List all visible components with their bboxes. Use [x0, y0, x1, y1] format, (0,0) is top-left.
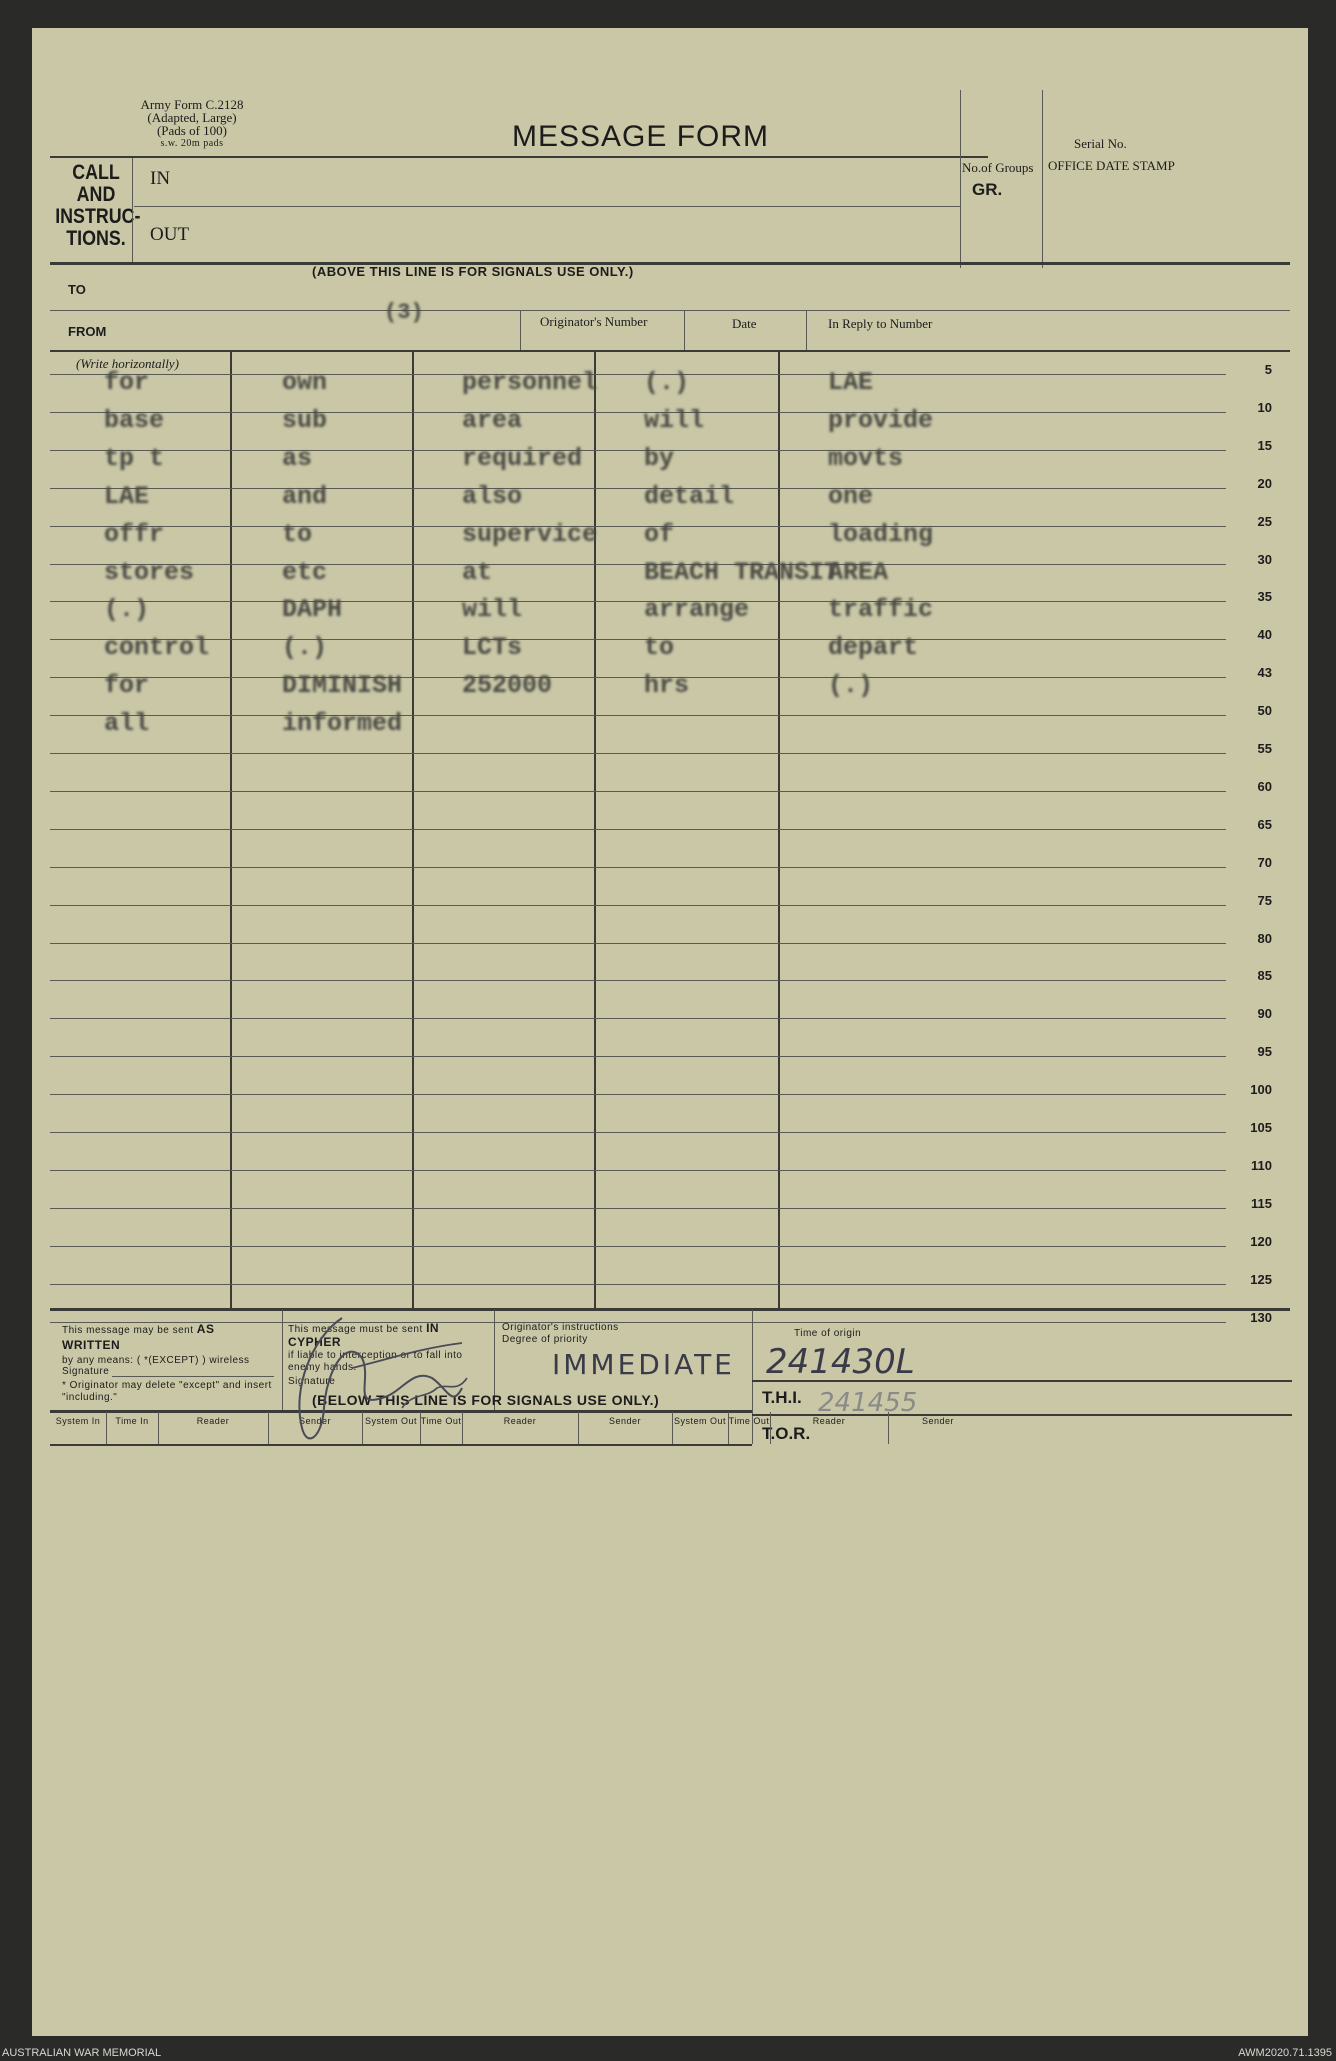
footer-left: AUSTRALIAN WAR MEMORIAL	[2, 2047, 162, 2059]
line-number: 90	[1257, 1006, 1272, 1022]
message-word: to	[282, 519, 313, 549]
message-word: and	[282, 481, 328, 511]
write-horizontally: (Write horizontally)	[76, 356, 179, 371]
ruled-line	[50, 1246, 1226, 1247]
message-word: required	[462, 443, 583, 473]
message-word: one	[828, 481, 874, 511]
priority-immediate: IMMEDIATE	[552, 1348, 735, 1381]
ruled-line	[50, 1132, 1226, 1133]
line-number: 65	[1257, 816, 1272, 832]
by-any-means: by any means:	[62, 1355, 134, 1366]
message-word: control	[104, 633, 210, 663]
reply-divider	[806, 310, 807, 350]
signals-column-divider	[888, 1412, 889, 1444]
line-number: 50	[1257, 703, 1272, 719]
time-of-origin-label: Time of origin	[794, 1328, 862, 1339]
message-word: own	[282, 368, 328, 397]
below-line-notice: (BELOW THIS LINE IS FOR SIGNALS USE ONLY.)	[312, 1392, 660, 1408]
to-line	[50, 310, 1290, 311]
line-number: 80	[1257, 930, 1272, 946]
message-top-line	[50, 350, 1290, 352]
instruc-label: INSTRUC-	[55, 205, 141, 228]
ruled-line	[50, 753, 1226, 754]
ruled-line	[50, 639, 1226, 640]
signals-column-label: Sender	[298, 1416, 332, 1426]
signals-column-label: Time In	[115, 1416, 149, 1426]
message-word: sub	[282, 405, 328, 435]
message-word: stores	[104, 557, 195, 587]
groups-divider	[960, 90, 961, 268]
line-number: 70	[1257, 854, 1272, 870]
signals-column-divider	[770, 1412, 771, 1444]
line-number: 105	[1250, 1120, 1272, 1135]
message-word: (.)	[282, 633, 328, 663]
signals-column-divider	[158, 1412, 159, 1444]
signals-column-label: Sender	[921, 1416, 955, 1426]
ruled-line	[50, 1094, 1226, 1095]
message-word: LAE	[104, 481, 150, 511]
header-line	[50, 156, 988, 158]
in-reply-label: In Reply to Number	[828, 316, 933, 331]
message-word: personnel	[462, 368, 598, 397]
ruled-line	[50, 943, 1226, 944]
ruled-line	[50, 677, 1226, 678]
ruled-line	[50, 1284, 1226, 1285]
signals-column-label: Time Out	[728, 1416, 770, 1426]
signals-column-label: System Out	[673, 1416, 726, 1426]
pads-label: (Pads of 100)	[156, 123, 228, 138]
bottom-section-line	[50, 1308, 1290, 1311]
message-word: loading	[828, 519, 934, 549]
signals-column-label: Time Out	[420, 1416, 462, 1426]
ruled-line	[50, 867, 1226, 868]
ruled-line	[50, 488, 1226, 489]
tions-label: TIONS.	[66, 227, 126, 250]
message-word: at	[462, 557, 493, 587]
message-word: for	[104, 368, 150, 397]
army-form-label: Army Form C.2128	[140, 97, 244, 112]
ruled-line	[50, 601, 1226, 602]
line-number: 85	[1257, 968, 1272, 984]
signals-column-label: System Out	[364, 1416, 417, 1426]
signals-column-divider	[672, 1412, 673, 1444]
call-and-instructions	[55, 161, 141, 250]
signature-label-2: Signature	[288, 1376, 336, 1387]
to-label: TO	[68, 282, 86, 297]
originators-number-label: Originator's Number	[540, 314, 648, 329]
call-label: CALL	[72, 161, 120, 184]
ruled-line	[50, 829, 1226, 830]
message-word: of	[644, 519, 675, 549]
message-word: detail	[644, 481, 735, 511]
message-word: (.)	[104, 595, 150, 625]
message-word: for	[104, 671, 150, 701]
sw-label: s.w. 20m pads	[160, 138, 224, 149]
ruled-line	[50, 374, 1226, 375]
message-word: informed	[282, 709, 403, 739]
line-number: 95	[1257, 1044, 1272, 1060]
form-number	[122, 98, 262, 150]
office-date-stamp-label: OFFICE DATE STAMP	[1048, 158, 1175, 173]
line-number: 10	[1257, 399, 1272, 415]
thi-label: T.H.I.	[762, 1388, 802, 1407]
handwritten-signature	[252, 1298, 492, 1458]
wireless-text: wireless	[209, 1355, 250, 1366]
message-word: depart	[828, 633, 919, 663]
in-label: IN	[150, 168, 171, 189]
time-of-origin-value: 241430L	[766, 1342, 915, 1382]
message-word: also	[462, 481, 523, 511]
ruled-line	[50, 1056, 1226, 1057]
and-label: AND	[76, 183, 116, 206]
message-word: will	[644, 405, 705, 435]
signals-column-label: Reader	[196, 1416, 230, 1426]
as-written-bold: AS WRITTEN	[62, 1322, 215, 1352]
signals-column-divider	[728, 1412, 729, 1444]
thi-value: 241455	[818, 1388, 918, 1418]
signature-line-1	[112, 1376, 274, 1377]
cypher-text: This message must be sent	[288, 1324, 423, 1335]
message-word: traffic	[828, 595, 934, 625]
ruled-line	[50, 526, 1226, 527]
signals-column-divider	[578, 1412, 579, 1444]
message-word: hrs	[644, 671, 690, 701]
signals-column-label: Sender	[608, 1416, 642, 1426]
line-number: 55	[1257, 741, 1272, 756]
line-number: 25	[1257, 513, 1272, 529]
line-number: 115	[1251, 1195, 1272, 1211]
message-word: provide	[828, 405, 934, 435]
line-number: 40	[1257, 627, 1272, 643]
message-word: DAPH	[282, 595, 343, 625]
ruled-line	[50, 905, 1226, 906]
from-value: (3)	[384, 300, 424, 325]
message-word: DIMINISH	[282, 671, 403, 701]
originator-instructions	[502, 1322, 619, 1346]
message-word: will	[462, 595, 523, 625]
ruled-line	[50, 980, 1226, 981]
serial-no-label: Serial No.	[1074, 136, 1127, 151]
line-number: 60	[1257, 778, 1272, 794]
message-word: area	[462, 405, 523, 435]
ruled-line	[50, 1170, 1226, 1171]
message-word: tp t	[104, 443, 165, 473]
degree-of-priority-label: Degree of priority	[502, 1334, 588, 1345]
line-number: 125	[1250, 1271, 1272, 1287]
message-word: BEACH TRANSIT	[644, 557, 840, 587]
message-word: as	[282, 443, 313, 473]
ruled-line	[50, 1208, 1226, 1209]
message-word: by	[644, 443, 675, 473]
gr-label: GR.	[972, 180, 1003, 199]
line-number: 130	[1250, 1309, 1272, 1325]
footer-right: AWM2020.71.1395	[1238, 2047, 1332, 2059]
tor-label: T.O.R.	[762, 1424, 811, 1443]
thi-top-line	[752, 1380, 1292, 1382]
adapted-label: (Adapted, Large)	[147, 110, 237, 125]
from-label: FROM	[68, 324, 107, 339]
out-label: OUT	[150, 224, 190, 245]
line-number: 15	[1257, 437, 1272, 453]
message-word: to	[644, 633, 675, 663]
signals-column-divider	[106, 1412, 107, 1444]
in-line	[134, 206, 960, 207]
ruled-line	[50, 715, 1226, 716]
ruled-line	[50, 412, 1226, 413]
cypher-condition: if liable to interception or to fall into enemy hands.	[288, 1350, 463, 1373]
above-line-notice: (ABOVE THIS LINE IS FOR SIGNALS USE ONLY.)	[312, 264, 634, 279]
line-number: 120	[1250, 1233, 1272, 1249]
signals-column-label: System In	[55, 1416, 101, 1426]
line-number: 100	[1250, 1082, 1272, 1098]
orig-divider	[520, 310, 521, 350]
message-form-paper	[32, 28, 1308, 2036]
message-word: 252000	[462, 671, 553, 701]
line-number: 110	[1251, 1157, 1272, 1173]
date-label: Date	[732, 316, 757, 331]
as-written-text: This message may be sent	[62, 1325, 194, 1336]
line-number: 30	[1257, 551, 1272, 567]
message-word: supervice	[462, 519, 598, 549]
message-word: LCTs	[462, 633, 523, 663]
signals-column-label: Reader	[503, 1416, 537, 1426]
date-divider	[684, 310, 685, 350]
message-word: base	[104, 405, 165, 435]
except-text: *(EXCEPT)	[143, 1355, 199, 1366]
message-word: AREA	[828, 557, 889, 587]
message-word: etc	[282, 557, 328, 587]
message-word: movts	[828, 443, 904, 473]
line-number: 43	[1257, 665, 1272, 681]
message-word: arrange	[644, 595, 750, 625]
originator-instructions-label: Originator's instructions	[502, 1322, 619, 1333]
signals-column-label: Reader	[812, 1416, 846, 1426]
line-number: 75	[1257, 892, 1272, 908]
cypher-bold: IN CYPHER	[288, 1321, 440, 1349]
line-number: 35	[1257, 589, 1272, 605]
message-word: LAE	[828, 368, 874, 397]
ruled-line	[50, 564, 1226, 565]
ruled-line	[50, 1018, 1226, 1019]
no-of-groups-label: No.of Groups	[962, 160, 1034, 175]
ruled-line	[50, 791, 1226, 792]
message-word: all	[104, 709, 150, 739]
message-word: offr	[104, 519, 165, 549]
form-title: MESSAGE FORM	[512, 120, 770, 153]
signature-label-1: Signature	[62, 1366, 110, 1377]
line-number: 20	[1257, 475, 1272, 491]
signals-line-top	[50, 262, 1290, 265]
call-divider	[132, 158, 133, 262]
originator-may-note: * Originator may delete "except" and insert "including."	[62, 1380, 272, 1403]
stamp-divider	[1042, 90, 1043, 268]
message-word: (.)	[828, 671, 874, 701]
as-written-block: This message may be sent AS WRITTEN by any means: ( *(EXCEPT) ) wireless	[62, 1322, 250, 1366]
line-number: 5	[1264, 362, 1272, 377]
message-word: (.)	[644, 368, 690, 397]
ruled-line	[50, 450, 1226, 451]
